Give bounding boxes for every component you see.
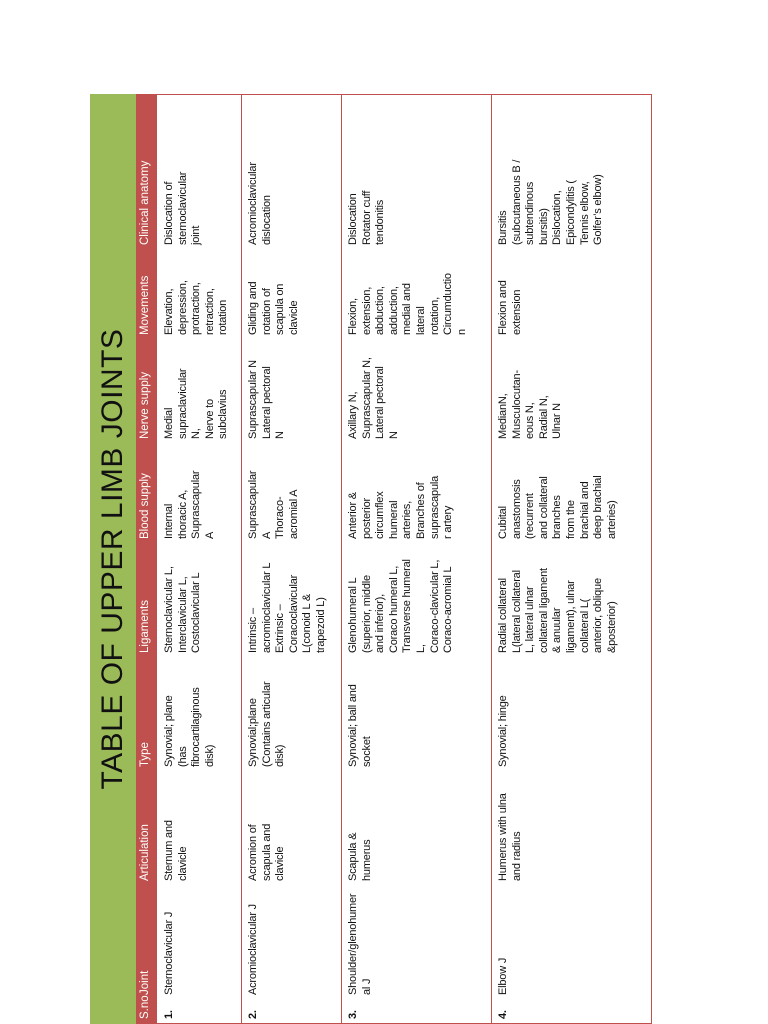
header-clinical-anatomy: Clinical anatomy	[139, 160, 151, 245]
cell-blood-supply: Suprascapular A Thoraco- acromial A	[247, 470, 300, 539]
cell-articulation: Acromion of scapula and clavicle	[247, 823, 287, 881]
cell-ligaments: Intrinsic – acromioclavicular L Extrinsic – Coracoclavicular L(conoid L & trapezoid L)	[247, 562, 327, 653]
table-header-row	[137, 95, 157, 1023]
header-ligaments: Ligaments	[139, 599, 151, 653]
cell-movements: Flexion and extension	[497, 280, 523, 335]
cell-ligaments: Glenohumeral L (superior, middle and inferior), Coraco humeral L, Transverse humeral L, Coraco-clavicular L, Coraco-acromial L	[347, 559, 455, 653]
cell-joint: Shoulder/glenohumer al J	[347, 893, 373, 995]
cell-sno: 1.	[163, 1010, 175, 1019]
cell-nerve-supply: Medial supraclavicular N, Nerve to subclavius	[163, 368, 230, 439]
row-divider	[341, 95, 342, 1023]
cell-joint: Sternoclavicular J	[163, 911, 175, 995]
cell-movements: Flexion, extension, abduction, adduction, medial and lateral rotation, Circumductio n	[347, 273, 468, 335]
cell-clinical-anatomy: Dislocation of sternoclavicular joint	[163, 171, 203, 245]
joints-table	[136, 94, 652, 1024]
header-movements: Movements	[139, 275, 151, 335]
row-divider	[241, 95, 242, 1023]
cell-sno: 3.	[347, 1010, 359, 1019]
cell-clinical-anatomy: Dislocation Rotator cuff tendonitis	[347, 190, 387, 245]
page-title: TABLE OF UPPER LIMB JOINTS	[96, 328, 129, 790]
cell-articulation: Humerus with ulna and radius	[497, 793, 523, 881]
cell-sno: 2.	[247, 1010, 259, 1019]
cell-nerve-supply: Axillary N, Suprascapular N, Lateral pectoral N	[347, 357, 400, 439]
header-sno: S.no	[139, 995, 151, 1019]
cell-type: Synovial; plane (has fibrocartilaginous disk)	[163, 687, 216, 767]
cell-joint: Acromioclavicular J	[247, 904, 259, 995]
cell-joint: Elbow J	[497, 957, 509, 995]
cell-ligaments: Sternoclavicular L, Interclavicular L, Costoclavicular L	[163, 566, 203, 653]
header-articulation: Articulation	[139, 824, 151, 881]
cell-type: Synovial;plane (Contains articular disk)	[247, 681, 287, 767]
header-blood-supply: Blood supply	[139, 473, 151, 539]
cell-clinical-anatomy: Acromioclavicular dislocation	[247, 162, 273, 245]
header-type: Type	[139, 742, 151, 767]
table-row	[491, 95, 651, 1023]
cell-sno: 4.	[497, 1010, 509, 1019]
cell-nerve-supply: Suprascapular N Lateral pectoral N	[247, 360, 287, 439]
cell-movements: Gliding and rotation of scapula on clavicle	[247, 281, 300, 335]
rotated-table-page	[90, 94, 652, 1024]
table-row	[157, 95, 241, 1023]
cell-blood-supply: Internal thoracic A, Suprascapular A	[163, 470, 216, 539]
cell-type: Synovial; ball and socket	[347, 684, 373, 767]
cell-blood-supply: Cubital anastomosis (recurrent and collateral branches from the brachial and deep brachial arteries)	[497, 475, 618, 539]
cell-blood-supply: Anterior & posterior circumflex humeral arteries, Branches of suprascapula r artery	[347, 475, 455, 539]
cell-movements: Elevation, depression, protraction, retraction, rotation	[163, 280, 230, 335]
cell-type: Synovial; hinge	[497, 695, 509, 767]
cell-ligaments: Radial collateral L(lateral collateral L, lateral ulnar collateral ligament & anuular ligament), ulnar collateral L( anterior, oblique &posterior)	[497, 568, 618, 653]
header-nerve-supply: Nerve supply	[139, 371, 151, 439]
table-row	[241, 95, 341, 1023]
row-divider	[491, 95, 492, 1023]
cell-articulation: Scapula & humerus	[347, 832, 373, 881]
cell-clinical-anatomy: Bursitis (subcutaneous B / subtendinous bursitis) Dislocation, Epicondylitis ( Tennis elbow, Golfer’s elbow)	[497, 159, 605, 245]
table-row	[341, 95, 491, 1023]
title-band	[90, 94, 136, 1024]
cell-articulation: Sternum and clavicle	[163, 820, 189, 881]
cell-nerve-supply: MedianN, Musculocutan- eous N, Radial N, Ulnar N	[497, 370, 564, 439]
header-joint: Joint	[139, 970, 151, 995]
